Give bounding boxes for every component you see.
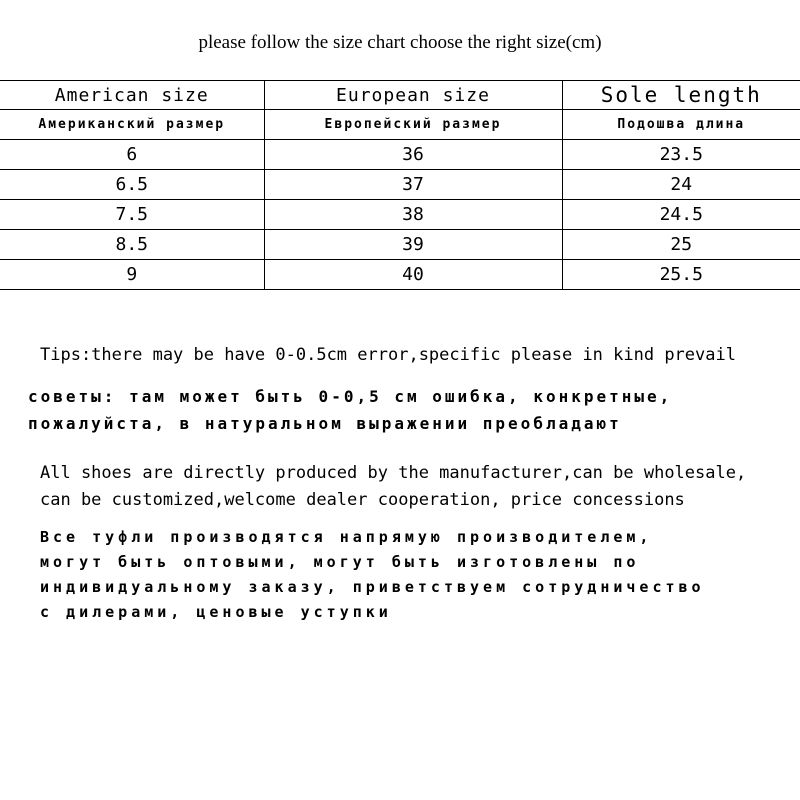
cell-sole: 25 <box>562 230 800 260</box>
wholesale-note-line: Все туфли производятся напрямую производителем, <box>40 528 653 546</box>
cell-american: 6.5 <box>0 170 264 200</box>
cell-sole: 24.5 <box>562 200 800 230</box>
cell-sole: 25.5 <box>562 260 800 290</box>
wholesale-note-line: can be customized,welcome dealer cooperation, price concessions <box>40 490 685 510</box>
wholesale-note-line: индивидуальному заказу, приветствуем сотрудничество <box>40 578 705 596</box>
tips-russian <box>28 383 672 437</box>
cell-european: 38 <box>264 200 562 230</box>
table-row <box>0 230 800 260</box>
table-row <box>0 200 800 230</box>
wholesale-note-line: All shoes are directly produced by the manufacturer,can be wholesale, <box>40 463 747 483</box>
table-row <box>0 260 800 290</box>
cell-european: 40 <box>264 260 562 290</box>
table-header-row-en <box>0 81 800 110</box>
wholesale-note-line: с дилерами, ценовые уступки <box>40 603 392 621</box>
header-european-size-ru: Европейский размер <box>264 110 562 140</box>
header-american-size-ru: Американский размер <box>0 110 264 140</box>
table-row <box>0 170 800 200</box>
table-row <box>0 140 800 170</box>
cell-sole: 23.5 <box>562 140 800 170</box>
cell-european: 39 <box>264 230 562 260</box>
header-american-size: American size <box>0 81 264 110</box>
cell-sole: 24 <box>562 170 800 200</box>
tips-english: Tips:there may be have 0-0.5cm error,specific please in kind prevail <box>40 345 736 365</box>
cell-american: 9 <box>0 260 264 290</box>
wholesale-note-russian <box>40 525 705 625</box>
header-european-size: European size <box>264 81 562 110</box>
cell-european: 37 <box>264 170 562 200</box>
cell-american: 7.5 <box>0 200 264 230</box>
tips-russian-line: пожалуйста, в натуральном выражении преобладают <box>28 414 622 433</box>
page-title: please follow the size chart choose the right size(cm) <box>198 32 602 53</box>
cell-european: 36 <box>264 140 562 170</box>
tips-russian-line: советы: там может быть 0-0,5 см ошибка, конкретные, <box>28 387 673 406</box>
header-sole-length-ru: Подошва длина <box>562 110 800 140</box>
size-chart-table <box>0 80 800 290</box>
cell-american: 8.5 <box>0 230 264 260</box>
table-header-row-ru <box>0 110 800 140</box>
header-sole-length: Sole length <box>562 81 800 110</box>
wholesale-note-english <box>40 460 746 514</box>
wholesale-note-line: могут быть оптовыми, могут быть изготовлены по <box>40 553 640 571</box>
cell-american: 6 <box>0 140 264 170</box>
